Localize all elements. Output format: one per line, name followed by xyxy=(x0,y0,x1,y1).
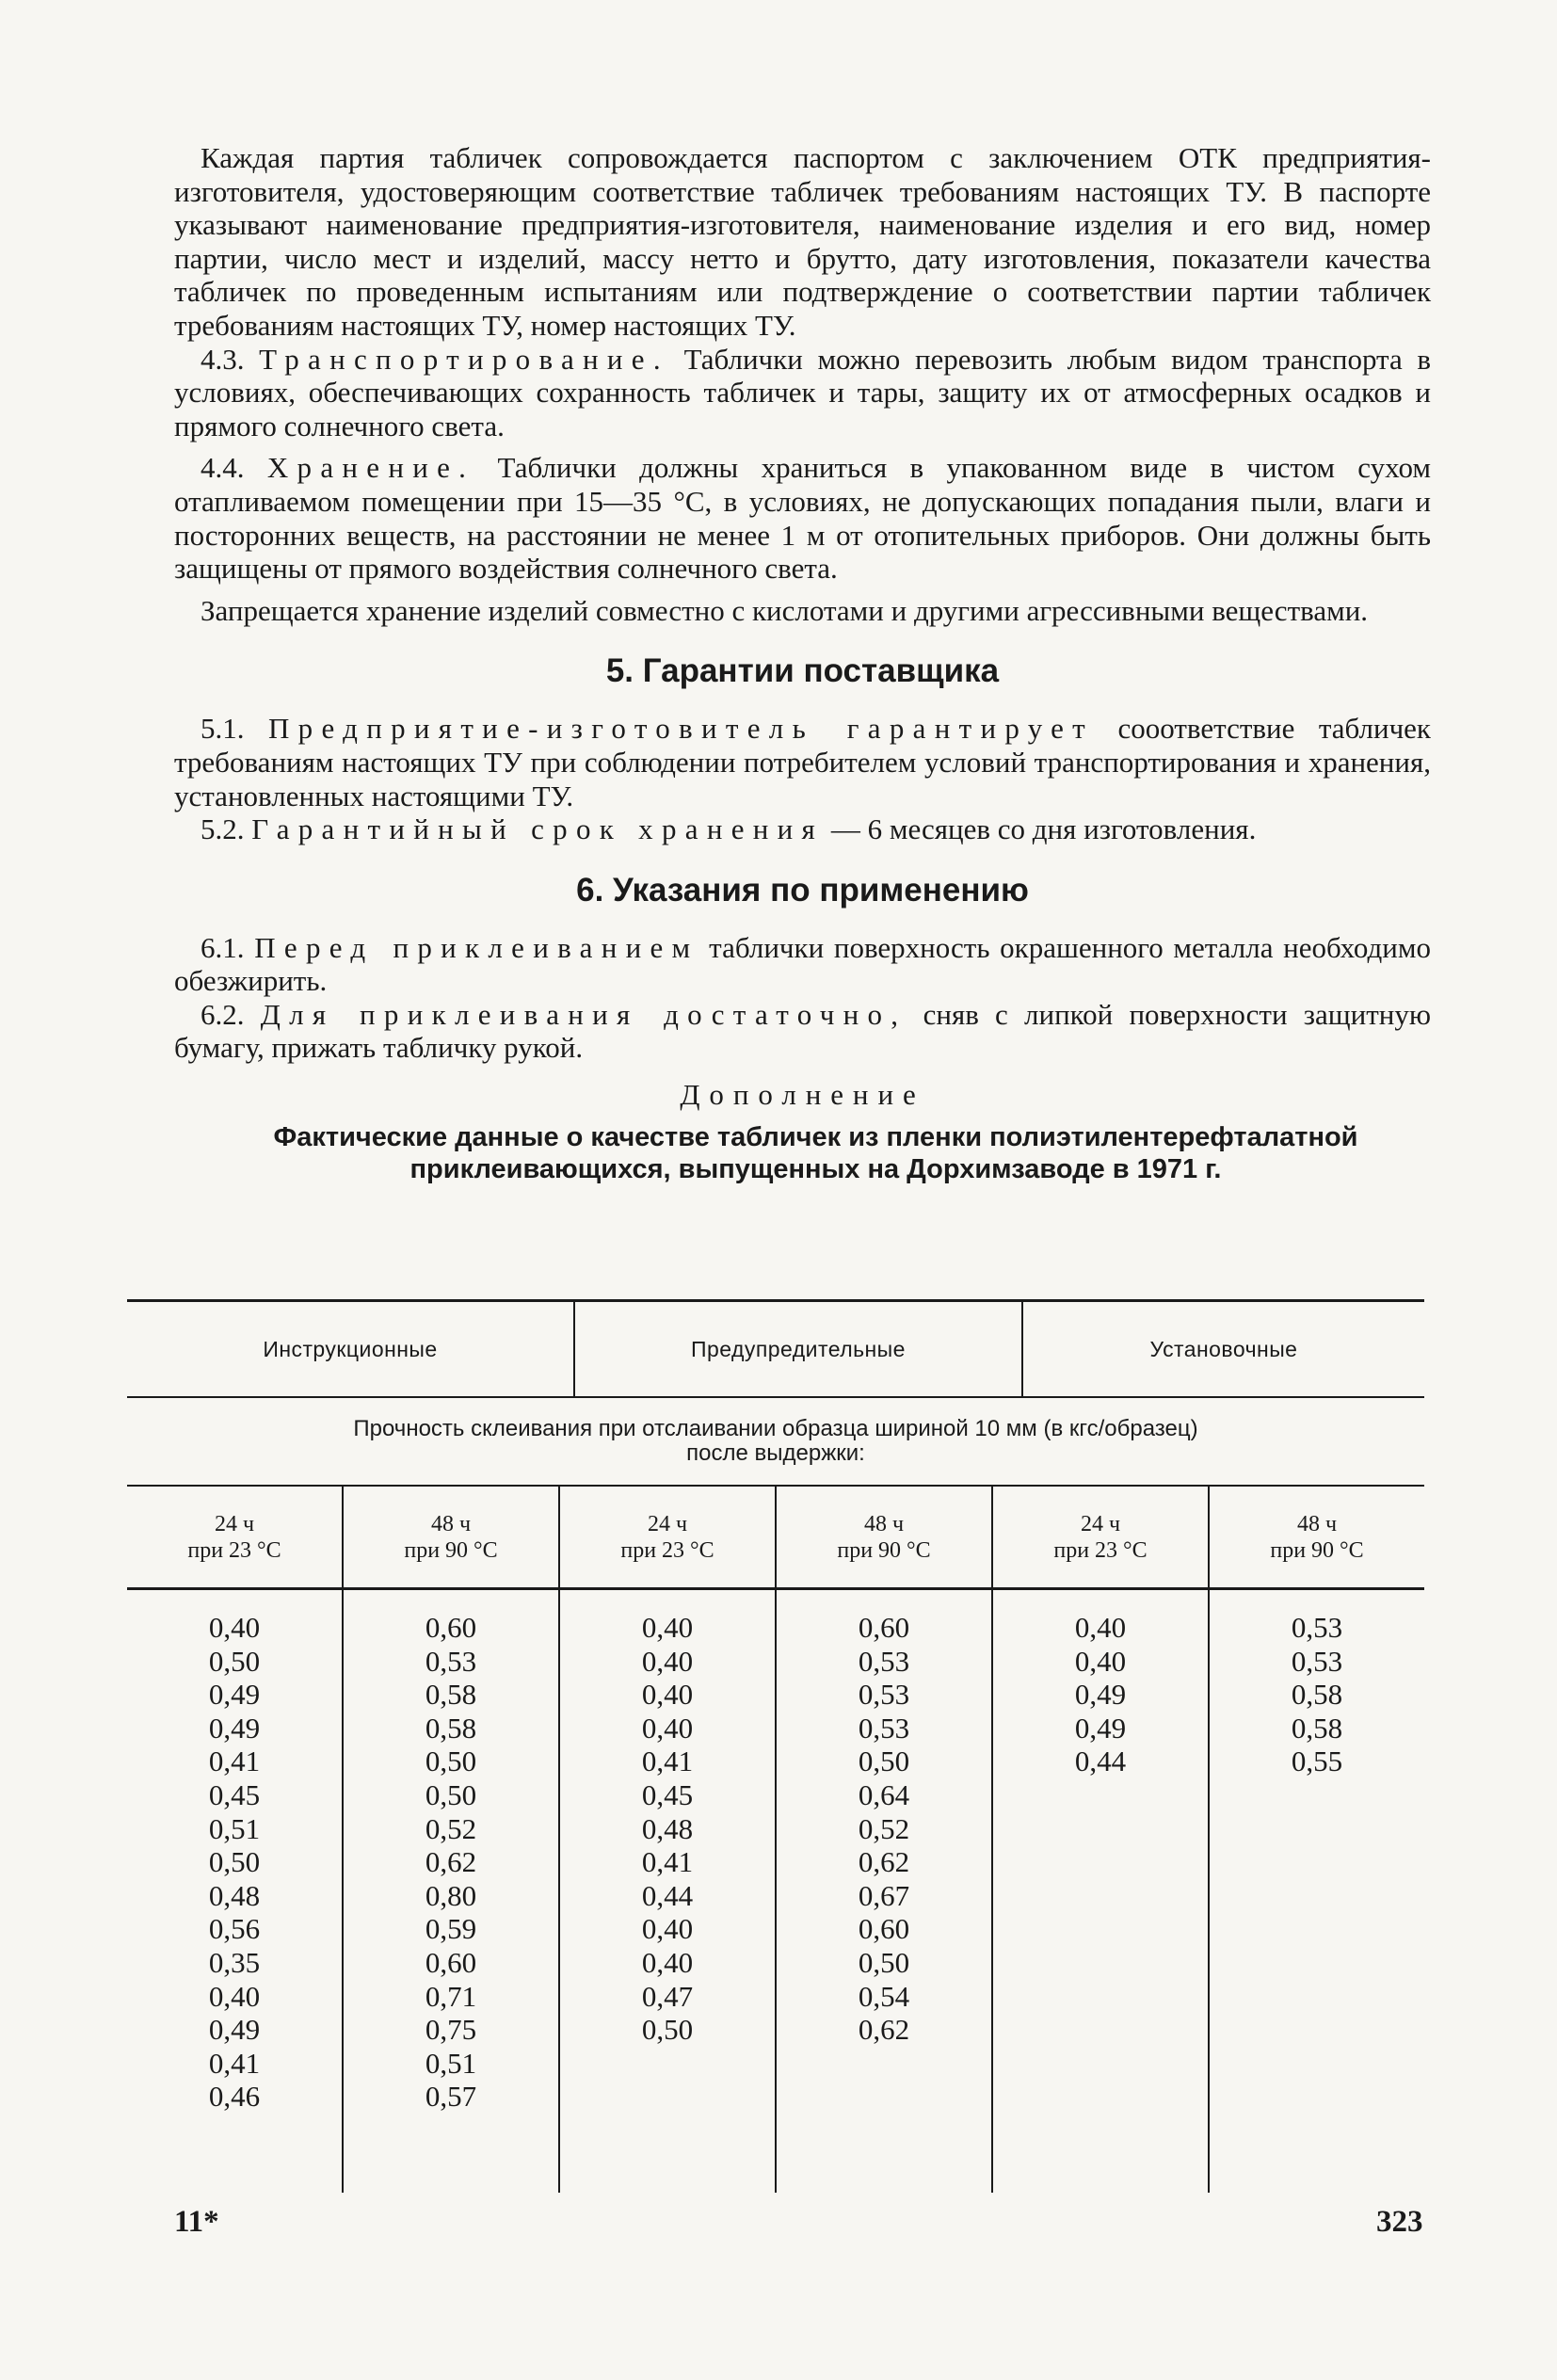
table-group-header xyxy=(127,1302,1424,1396)
paragraph-5-1 xyxy=(174,712,1431,812)
para-term: Гарантийный срок хранения xyxy=(251,812,825,846)
table-cell-value: 0,50 xyxy=(425,1745,477,1778)
span-header-line2: после выдержки: xyxy=(686,1440,865,1466)
group-header-warning: Предупредительные xyxy=(573,1302,1023,1396)
table-cell-value: 0,53 xyxy=(1291,1644,1343,1678)
sub-header-hours: 24 ч xyxy=(647,1511,688,1536)
table-cell-value: 0,40 xyxy=(641,1611,694,1644)
table-cell-value: 0,56 xyxy=(208,1912,261,1946)
table-cell-value: 0,40 xyxy=(208,1979,261,2013)
table-cell-value: 0,48 xyxy=(208,1878,261,1912)
section-5-title: 5. Гарантии поставщика xyxy=(605,652,1000,690)
sub-header-temp: при 90 °С xyxy=(837,1537,931,1563)
table-cell-value: 0,49 xyxy=(208,1678,261,1712)
table-cell-value: 0,49 xyxy=(1074,1678,1127,1712)
para-term: Для приклеивания достаточно, xyxy=(260,997,907,1031)
table-cell-value: 0,53 xyxy=(858,1644,910,1678)
table-cell-value: 0,54 xyxy=(858,1979,910,2013)
table-cell-value: 0,45 xyxy=(208,1777,261,1811)
paragraph-6-2 xyxy=(174,998,1431,1065)
supplement-heading-line2: приклеивающихся, выпущенных на Дорхимзаводе в 1971 г. xyxy=(409,1153,1222,1184)
table-cell-value: 0,53 xyxy=(858,1678,910,1712)
table-cell-value: 0,58 xyxy=(1291,1678,1343,1712)
table-cell-value: 0,51 xyxy=(208,1811,261,1845)
table-cell-value: 0,62 xyxy=(858,2013,910,2047)
table-cell-value: 0,60 xyxy=(425,1611,477,1644)
sub-header-temp: при 23 °С xyxy=(1053,1537,1148,1563)
table-cell-value: 0,51 xyxy=(425,2046,477,2080)
table-cell-value: 0,80 xyxy=(425,1878,477,1912)
table-cell-value: 0,35 xyxy=(208,1945,261,1979)
table-cell-value: 0,58 xyxy=(425,1711,477,1745)
table-cell-value: 0,45 xyxy=(641,1777,694,1811)
table-cell-value: 0,75 xyxy=(425,2013,477,2047)
table-cell-value: 0,55 xyxy=(1291,1745,1343,1778)
table-cell-value: 0,67 xyxy=(858,1878,910,1912)
table-cell-value: 0,40 xyxy=(641,1644,694,1678)
sub-header-cell xyxy=(127,1487,342,1587)
sub-header-cell xyxy=(558,1487,775,1587)
supplement-heading-line1: Фактические данные о качестве табличек из пленки полиэтилентерефталатной xyxy=(273,1121,1358,1152)
para-number: 4.4. xyxy=(201,451,245,485)
sub-header-cell xyxy=(342,1487,558,1587)
para-term: Транспортирование. xyxy=(259,342,669,376)
section-6-title: 6. Указания по применению xyxy=(576,871,1029,909)
table-cell-value: 0,44 xyxy=(1074,1745,1127,1778)
para-text: Таблички должны храниться в упакованном виде в чистом сухом отапливаемом помещении при 15—35 °С, в условиях, не допускающих попадания пыли, влаги и посторонних веществ, на расстоянии не менее 1 м от отопительных приборов. Они должны быть защищены от прямого воздействия солнечного света. xyxy=(174,451,1432,586)
sub-header-cell xyxy=(775,1487,991,1587)
sub-header-temp: при 23 °С xyxy=(620,1537,714,1563)
para-text: таблички поверхность окрашенного металла необходимо обезжирить. xyxy=(174,930,1432,998)
sub-header-hours: 48 ч xyxy=(863,1511,905,1536)
table-cell-value: 0,49 xyxy=(1074,1711,1127,1745)
table-sub-header xyxy=(127,1487,1424,1587)
table-cell-value: 0,40 xyxy=(1074,1611,1127,1644)
table-cell-value: 0,60 xyxy=(858,1611,910,1644)
table-cell-value: 0,49 xyxy=(208,2013,261,2047)
table-cell-value: 0,41 xyxy=(641,1745,694,1778)
group-header-installation: Установочные xyxy=(1149,1336,1298,1361)
data-column xyxy=(991,1590,1208,2193)
para-number: 5.2. xyxy=(201,812,245,846)
table-cell-value: 0,53 xyxy=(858,1711,910,1745)
table-cell-value: 0,41 xyxy=(208,2046,261,2080)
table-cell-value: 0,57 xyxy=(425,2080,477,2114)
paragraph-4-3 xyxy=(174,343,1431,443)
sub-header-hours: 48 ч xyxy=(430,1511,472,1536)
table-cell-value: 0,40 xyxy=(641,1945,694,1979)
table-data-row xyxy=(127,1590,1424,2193)
span-header-line1: Прочность склеивания при отслаивании образца шириной 10 мм (в кгс/образец) xyxy=(353,1416,1198,1441)
sub-header-cell xyxy=(991,1487,1208,1587)
group-header-instruction: Инструкционные xyxy=(263,1336,438,1361)
table-cell-value: 0,46 xyxy=(208,2080,261,2114)
page-number: 323 xyxy=(1376,2205,1423,2239)
data-column xyxy=(127,1590,342,2193)
paragraph-5-2 xyxy=(174,812,1431,846)
para-number: 6.1. xyxy=(201,930,245,964)
data-column xyxy=(1208,1590,1424,2193)
page-signature: 11* xyxy=(174,2205,219,2239)
table-cell-value: 0,40 xyxy=(641,1711,694,1745)
sub-header-temp: при 90 °С xyxy=(1270,1537,1364,1563)
data-column xyxy=(342,1590,558,2193)
table-cell-value: 0,53 xyxy=(1291,1611,1343,1644)
table-cell-value: 0,50 xyxy=(208,1644,261,1678)
sub-header-cell xyxy=(1208,1487,1424,1587)
table-cell-value: 0,62 xyxy=(858,1845,910,1879)
table-cell-value: 0,41 xyxy=(641,1845,694,1879)
sub-header-hours: 24 ч xyxy=(214,1511,255,1536)
paragraph-passport: Каждая партия табличек сопровождается паспортом с заключением ОТК предприятия-изготовителя, удостоверяющим соответствие табличек требованиям настоящих ТУ. В паспорте указывают наименование предприятия-изготовителя, наименование изделия и его вид, номер партии, число мест и изделий, массу нетто и брутто, дату изготовления, показатели качества табличек по проведенным испытаниям или подтверждение о соответствии партии табличек требованиям настоящих ТУ, номер настоящих ТУ. xyxy=(174,141,1431,342)
table-cell-value: 0,50 xyxy=(641,2013,694,2047)
table-cell-value: 0,40 xyxy=(1074,1644,1127,1678)
table-cell-value: 0,59 xyxy=(425,1912,477,1946)
table-cell-value: 0,58 xyxy=(425,1678,477,1712)
table-cell-value: 0,52 xyxy=(858,1811,910,1845)
table-cell-value: 0,49 xyxy=(208,1711,261,1745)
para-text: сняв с липкой поверхности защитную бумагу, прижать табличку рукой. xyxy=(174,997,1432,1065)
table-cell-value: 0,71 xyxy=(425,1979,477,2013)
para-term: Перед приклеиванием xyxy=(254,930,699,964)
table-cell-value: 0,50 xyxy=(858,1745,910,1778)
table-cell-value: 0,52 xyxy=(425,1811,477,1845)
data-column xyxy=(558,1590,775,2193)
table-cell-value: 0,62 xyxy=(425,1845,477,1879)
sub-header-temp: при 23 °С xyxy=(187,1537,281,1563)
para-term: Предприятие-изготовитель гарантирует xyxy=(267,712,1095,746)
data-column xyxy=(775,1590,991,2193)
body-text xyxy=(174,141,1431,1185)
table-cell-value: 0,41 xyxy=(208,1745,261,1778)
table-cell-value: 0,47 xyxy=(641,1979,694,2013)
sub-header-hours: 24 ч xyxy=(1080,1511,1121,1536)
para-text: Таблички можно перевозить любым видом транспорта в условиях, обеспечивающих сохранность табличек и тары, защиту их от атмосферных осадков и прямого солнечного света. xyxy=(174,342,1432,442)
paragraph-storage-note: Запрещается хранение изделий совместно с кислотами и другими агрессивными веществами. xyxy=(201,593,1369,627)
para-number: 4.3. xyxy=(201,342,245,376)
sub-header-temp: при 90 °С xyxy=(404,1537,498,1563)
table-cell-value: 0,50 xyxy=(208,1845,261,1879)
table-cell-value: 0,44 xyxy=(641,1878,694,1912)
table-cell-value: 0,64 xyxy=(858,1777,910,1811)
table-cell-value: 0,53 xyxy=(425,1644,477,1678)
para-number: 5.1. xyxy=(201,712,245,746)
table-cell-value: 0,40 xyxy=(208,1611,261,1644)
table-cell-value: 0,40 xyxy=(641,1912,694,1946)
quality-data-table xyxy=(127,1299,1424,2193)
para-number: 6.2. xyxy=(201,997,245,1031)
para-term: Хранение. xyxy=(266,451,475,485)
para-text: сооответствие табличек требованиям настоящих ТУ при соблюдении потребителем условий транспортирования и хранения, установленных настоящими ТУ. xyxy=(174,712,1431,812)
table-cell-value: 0,50 xyxy=(858,1945,910,1979)
table-span-header xyxy=(127,1398,1424,1485)
table-cell-value: 0,60 xyxy=(425,1945,477,1979)
paragraph-6-1 xyxy=(174,931,1431,998)
sub-header-hours: 48 ч xyxy=(1296,1511,1338,1536)
table-cell-value: 0,58 xyxy=(1291,1711,1343,1745)
table-cell-value: 0,50 xyxy=(425,1777,477,1811)
supplement-title: Дополнение xyxy=(680,1078,925,1112)
para-text: — 6 месяцев со дня изготовления. xyxy=(824,812,1257,846)
table-cell-value: 0,40 xyxy=(641,1678,694,1712)
paragraph-4-4 xyxy=(174,451,1431,585)
table-cell-value: 0,60 xyxy=(858,1912,910,1946)
table-cell-value: 0,48 xyxy=(641,1811,694,1845)
